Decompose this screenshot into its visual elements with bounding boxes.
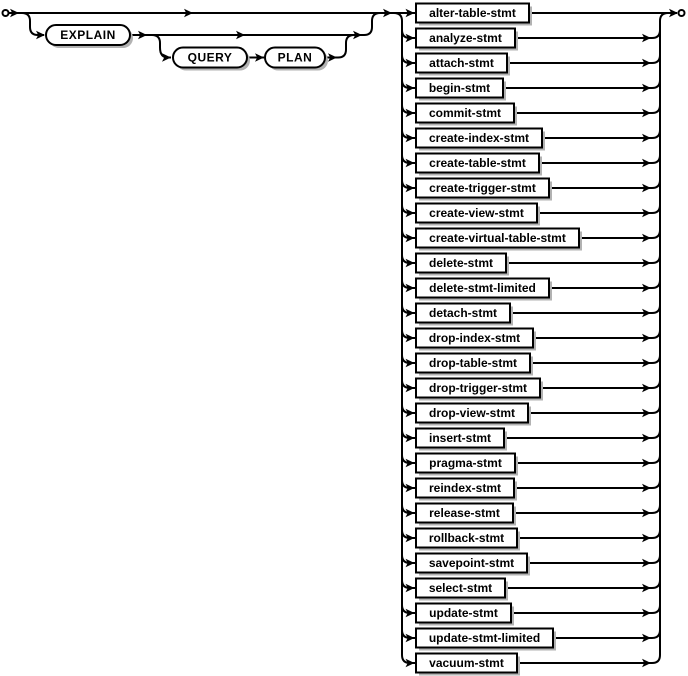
row-merge-curve [652,580,660,588]
connector-lines [9,13,677,663]
nonterminal-detach-stmt[interactable] [416,304,510,323]
node-label: insert-stmt [428,431,492,446]
row-merge-curve [652,455,660,463]
nonterminal-drop-index-stmt[interactable] [416,329,533,348]
node-label: drop-table-stmt [429,356,517,371]
nonterminal-vacuum-stmt[interactable] [416,654,517,673]
terminal-explain [46,25,130,45]
node-label: reindex-stmt [428,481,502,496]
nonterminal-select-stmt[interactable] [416,579,505,598]
row-merge-curve [652,530,660,538]
node-label: create-table-stmt [429,156,526,171]
row-merge-curve [652,605,660,613]
nonterminal-alter-table-stmt[interactable] [416,4,529,23]
nonterminal-analyze-stmt[interactable] [416,29,515,48]
node-label: delete-stmt-limited [429,281,536,296]
nonterminal-create-virtual-table-stmt[interactable] [416,229,579,248]
row-merge-curve [652,480,660,488]
node-label: alter-table-stmt [429,6,516,21]
nonterminal-rollback-stmt[interactable] [416,529,517,548]
nonterminal-create-index-stmt[interactable] [416,129,542,148]
row-merge-curve [652,105,660,113]
row-merge-curve [652,380,660,388]
nonterminal-insert-stmt[interactable] [416,429,504,448]
node-label: savepoint-stmt [428,556,515,571]
terminal-label: QUERY [187,50,233,65]
row-merge-curve [652,305,660,313]
node-label: pragma-stmt [429,456,502,471]
node-label: drop-trigger-stmt [429,381,527,396]
query-plan-branch [152,35,171,58]
row-merge-curve [652,355,660,363]
terminal-label: PLAN [277,50,313,65]
nonterminal-create-view-stmt[interactable] [416,204,537,223]
node-label: release-stmt [429,506,500,521]
right-rail [660,13,677,655]
nonterminal-create-table-stmt[interactable] [416,154,539,173]
row-merge-curve [652,255,660,263]
row-merge-curve [652,555,660,563]
explain-merge [364,13,380,35]
node-label: create-view-stmt [429,206,524,221]
query-plan-merge [338,35,354,58]
terminal-plan [265,48,325,68]
nonterminal-release-stmt[interactable] [416,504,513,523]
nonterminal-attach-stmt[interactable] [416,54,507,73]
row-merge-curve [652,155,660,163]
row-merge-curve [652,655,660,663]
row-merge-curve [652,55,660,63]
node-label: update-stmt [429,606,498,621]
row-merge-curve [652,505,660,513]
node-label: select-stmt [428,581,493,596]
node-label: commit-stmt [428,106,502,121]
row-merge-curve [652,30,660,38]
nonterminal-begin-stmt[interactable] [416,79,503,98]
terminal-query [173,48,247,68]
nonterminal-update-stmt-limited[interactable] [416,629,553,648]
arrow-right-icon [162,53,171,62]
node-label: drop-view-stmt [428,406,516,421]
row-merge-curve [652,330,660,338]
node-label: update-stmt-limited [428,631,541,646]
row-merge-curve [652,230,660,238]
end-terminal-icon [679,10,685,16]
row-merge-curve [652,180,660,188]
nonterminal-delete-stmt[interactable] [416,254,506,273]
row-merge-curve [652,630,660,638]
node-label: attach-stmt [429,56,494,71]
node-label: rollback-stmt [428,531,505,546]
terminal-label: EXPLAIN [60,28,116,43]
row-merge-curve [652,405,660,413]
row-merge-curve [652,80,660,88]
node-label: detach-stmt [428,306,498,321]
nonterminal-drop-trigger-stmt[interactable] [416,379,540,398]
nonterminal-savepoint-stmt[interactable] [416,554,527,573]
nonterminal-drop-table-stmt[interactable] [416,354,530,373]
nonterminal-pragma-stmt[interactable] [416,454,515,473]
nonterminal-delete-stmt-limited[interactable] [416,279,549,298]
node-label: create-virtual-table-stmt [429,231,566,246]
row-merge-curve [652,280,660,288]
node-label: begin-stmt [428,81,491,96]
nonterminal-update-stmt[interactable] [416,604,511,623]
node-label: create-trigger-stmt [429,181,536,196]
node-label: drop-index-stmt [428,331,521,346]
row-merge-curve [652,430,660,438]
explain-branch [22,13,44,35]
node-label: analyze-stmt [429,31,502,46]
nonterminal-reindex-stmt[interactable] [416,479,514,498]
node-label: vacuum-stmt [429,656,504,671]
nonterminal-create-trigger-stmt[interactable] [416,179,549,198]
row-merge-curve [652,205,660,213]
node-label: delete-stmt [428,256,494,271]
node-label: create-index-stmt [428,131,530,146]
row-merge-curve [652,130,660,138]
nonterminal-commit-stmt[interactable] [416,104,514,123]
nonterminal-drop-view-stmt[interactable] [416,404,528,423]
start-terminal-icon [3,10,9,16]
left-rail [394,13,402,655]
